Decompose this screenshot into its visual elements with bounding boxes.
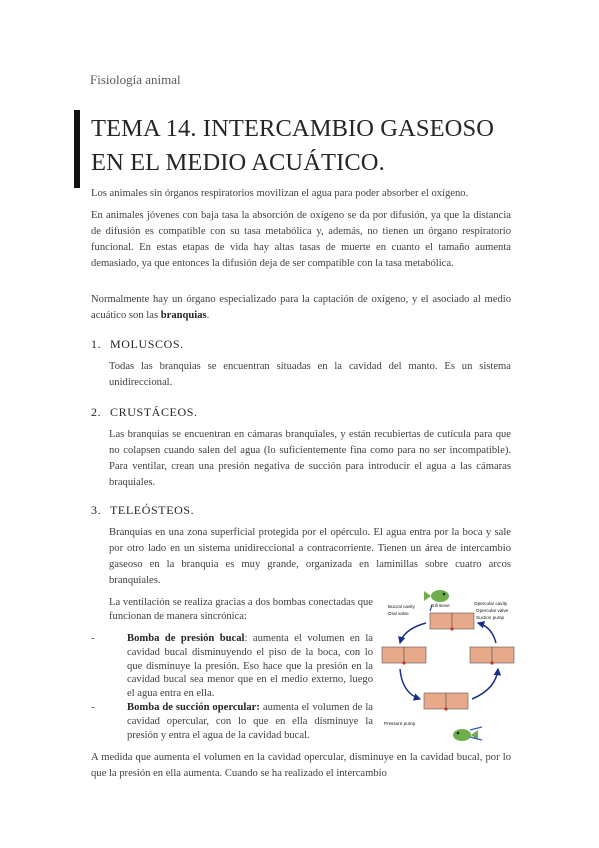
intro-p3-bold: branquias bbox=[160, 310, 207, 321]
title-accent-bar bbox=[74, 110, 80, 188]
section-number: 2. bbox=[91, 405, 102, 419]
chamber-bottom bbox=[424, 693, 468, 711]
label-opercular-valve: Opercular valve bbox=[476, 608, 509, 613]
pump-list bbox=[91, 632, 373, 742]
section-number: 1. bbox=[91, 337, 102, 351]
bullet-text: aumenta el volumen de la cavidad opercular, con lo que en ella disminuye la presión y entra el agua de la cavidad bucal. bbox=[127, 701, 373, 741]
section-heading-1 bbox=[91, 337, 184, 352]
intro-p3-end: . bbox=[206, 310, 210, 321]
intro-paragraph-1: Los animales sin órganos respiratorios movilizan el agua para poder absorber el oxígeno. bbox=[91, 188, 469, 199]
intro-paragraph-2: En animales jóvenes con baja tasa la absorción de oxígeno se da por difusión, ya que la distancia de difusión es compatible con su tasa metabólica y, además, no tienen un órgano respiratorio funcional. En estas etapas de vida hay altas tasas de muerte en cuanto el tamaño aumenta demasiado, ya que entonces la difusión deja de ser compatible con la tasa metabólica. bbox=[91, 210, 511, 269]
list-dash: - bbox=[91, 701, 95, 713]
section-text-3: Branquias en una zona superficial protegida por el opérculo. El agua entra por la boca y sale por otro lado en un sistema unidireccional a contracorriente. Tienen un área de intercambio gaseoso en la branquia es muy grande, organizada en laminillas sobre cuatro arcos branquiales. bbox=[109, 527, 511, 586]
list-item bbox=[91, 632, 373, 701]
intro-p3-text: Normalmente hay un órgano especializado para la captación de oxígeno, y el asociado al medio acuático son las bbox=[91, 294, 511, 321]
label-oral-valve: Oral valve bbox=[388, 611, 409, 616]
list-item bbox=[91, 701, 373, 742]
chamber-top bbox=[430, 613, 474, 631]
label-gill-sieve: Gill sieve bbox=[431, 603, 450, 608]
section-heading-3 bbox=[91, 503, 194, 518]
section-title: TELEÓSTEOS. bbox=[110, 503, 195, 517]
intro-paragraph-3 bbox=[91, 292, 511, 324]
fish-icon-bottom bbox=[453, 729, 478, 741]
label-buccal-cavity: Buccal cavity bbox=[388, 604, 415, 609]
list-dash: - bbox=[91, 633, 95, 644]
ventilation-intro: La ventilación se realiza gracias a dos bombas conectadas que funcionan de manera sincrónica: bbox=[109, 597, 373, 622]
ventilation-diagram bbox=[378, 585, 520, 745]
cycle-arrow bbox=[400, 669, 420, 699]
label-opercular-cavity: Opercular cavity bbox=[474, 601, 508, 606]
page-title bbox=[91, 112, 531, 180]
bullet-text: : aumenta el volumen en la cavidad bucal disminuyendo el piso de la boca, con lo que disminuye la presión. Eso hace que la presión en la cavidad bucal sea menor que en el medio externo, luego el agua entra en ella. bbox=[127, 633, 374, 700]
chamber-right bbox=[470, 647, 514, 665]
section-heading-2 bbox=[91, 405, 198, 420]
section-text-2: Las branquias se encuentran en cámaras branquiales, y están recubiertas de cutícula para que no colapsen cuando salen del agua (lo suficientemente fina como para no ser incompatible). Para ventilar, crean una presión negativa de succión para introducir el agua a las cámaras braquiales. bbox=[109, 429, 511, 488]
fish-icon-top bbox=[424, 590, 449, 602]
chamber-left bbox=[382, 647, 426, 665]
bullet-bold: Bomba de succión opercular: bbox=[127, 701, 260, 713]
bullet-bold: Bomba de presión bucal bbox=[127, 633, 245, 644]
section-title: CRUSTÁCEOS. bbox=[110, 405, 198, 419]
title-line-2: EN EL MEDIO ACUÁTICO. bbox=[91, 149, 385, 176]
section-title: MOLUSCOS. bbox=[110, 337, 184, 351]
cycle-arrow bbox=[400, 623, 426, 643]
closing-paragraph: A medida que aumenta el volumen en la cavidad opercular, disminuye en la cavidad bucal, por lo que la presión en ella aumenta. Cuando se ha realizado el intercambio bbox=[91, 752, 511, 779]
cycle-arrow bbox=[472, 669, 498, 699]
title-line-1: TEMA 14. INTERCAMBIO GASEOSO bbox=[91, 115, 494, 142]
label-suction-pump: Suction pump bbox=[476, 615, 505, 620]
label-pressure-pump: Pressure pump bbox=[384, 721, 416, 726]
cycle-arrow bbox=[478, 623, 496, 643]
running-header: Fisiología animal bbox=[90, 72, 181, 87]
section-text-1: Todas las branquias se encuentran situadas en la cavidad del manto. Es un sistema unidireccional. bbox=[109, 361, 511, 388]
section-number: 3. bbox=[91, 503, 102, 517]
